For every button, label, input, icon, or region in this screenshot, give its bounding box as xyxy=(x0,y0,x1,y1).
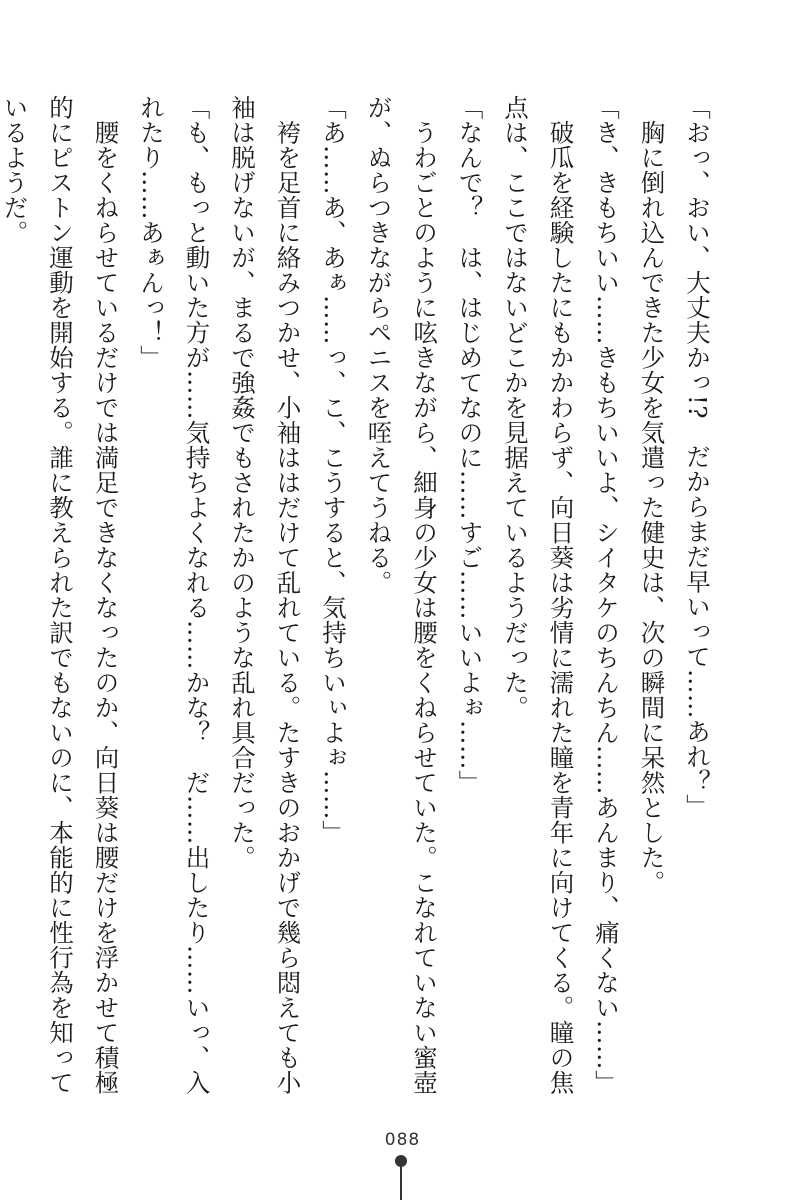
page-ornament xyxy=(387,1155,417,1200)
ornament-dot xyxy=(395,1155,407,1167)
paragraph-8: 袴を足首に絡みつかせ、小袖ははだけて乱れている。たすきのおかげで幾ら悶えても小袖は脱げないが、まるで強姦でもされたかのような乱れ具合だった。 xyxy=(228,95,303,1095)
paragraph-6: うわごとのように呟きながら、細身の少女は腰をくねらせていた。こなれていない蜜壺が、ぬらつきながらペニスを咥えてうねる。 xyxy=(364,95,439,1095)
page-number: 088 xyxy=(384,1130,421,1150)
vertical-text-body xyxy=(0,95,720,1105)
paragraph-2: 胸に倒れ込んできた少女を気遣った健史は、次の瞬間に呆然とした。 xyxy=(637,95,667,895)
paragraph-5: 「なんで？ は、はじめてなのに……すご……いいよぉ……」 xyxy=(455,95,485,795)
paragraph-1: 「おっ、おい、大丈夫かっ!? だからまだ早いって……あれ？」 xyxy=(683,95,712,819)
paragraph-3: 「き、きもちいい……きもちいいよ、シイタケのちんちん……あんまり、痛くない……」 xyxy=(592,95,621,1095)
ornament-line xyxy=(400,1167,402,1200)
paragraph-4: 破瓜を経験したにもかかわらず、向日葵は劣情に濡れた瞳を青年に向けてくる。瞳の焦点は、ここではないどこかを見据えているようだった。 xyxy=(501,95,576,1095)
paragraph-10: 腰をくねらせているだけでは満足できなくなったのか、向日葵は腰だけを浮かせて積極的にピストン運動を開始する。誰に教えられた訳でもないのに、本能的に性行為を知っているようだ。 xyxy=(0,95,121,1095)
paragraph-9: 「も、もっと動いた方が……気持ちよくなれる……かな？ だ……出したり……いっ、入れたり……あぁんっ！」 xyxy=(137,95,212,1095)
paragraph-7: 「あ……あ、あぁ……っ、こ、こうすると、気持ちいぃよぉ……」 xyxy=(319,95,348,845)
